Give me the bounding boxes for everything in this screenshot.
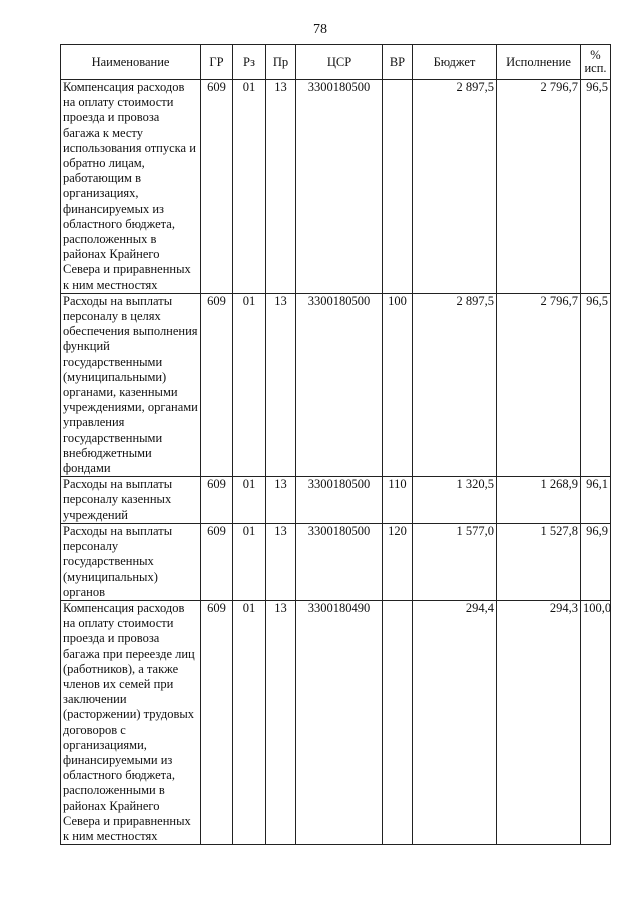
header-rz: Рз xyxy=(233,45,266,80)
row-csr: 3300180500 xyxy=(296,477,383,524)
page-number: 78 xyxy=(313,22,327,37)
row-gr: 609 xyxy=(201,523,233,600)
header-execution: Исполнение xyxy=(497,45,581,80)
row-execution: 1 268,9 xyxy=(497,477,581,524)
row-execution: 2 796,7 xyxy=(497,80,581,294)
row-budget: 2 897,5 xyxy=(413,80,497,294)
row-execution: 294,3 xyxy=(497,600,581,844)
row-gr: 609 xyxy=(201,600,233,844)
row-rz: 01 xyxy=(233,600,266,844)
row-name: Компенсация расходов на оплату стоимости проезда и провоза багажа к месту использования отпуска и обратно лицам, работающим в организациях, финансируемых из областного бюджета, расположенных в районах Крайнего Севера и приравненных к ним местностях xyxy=(61,80,201,294)
row-csr: 3300180500 xyxy=(296,293,383,476)
table-header-row xyxy=(61,45,611,80)
row-gr: 609 xyxy=(201,80,233,294)
row-budget: 1 577,0 xyxy=(413,523,497,600)
table-row xyxy=(61,80,611,294)
row-pr: 13 xyxy=(266,523,296,600)
header-csr: ЦСР xyxy=(296,45,383,80)
row-pr: 13 xyxy=(266,80,296,294)
table-row xyxy=(61,293,611,476)
row-rz: 01 xyxy=(233,293,266,476)
row-execution: 1 527,8 xyxy=(497,523,581,600)
table-row xyxy=(61,523,611,600)
header-vr: ВР xyxy=(383,45,413,80)
row-name: Компенсация расходов на оплату стоимости проезда и провоза багажа при переезде лиц (работников), а также членов их семей при заключении (расторжении) трудовых договоров с организациями, финансируемыми из областного бюджета, расположенными в районах Крайнего Севера и приравненных к ним местностях xyxy=(61,600,201,844)
row-name: Расходы на выплаты персоналу государственных (муниципальных) органов xyxy=(61,523,201,600)
header-name: Наименование xyxy=(61,45,201,80)
row-gr: 609 xyxy=(201,477,233,524)
row-pr: 13 xyxy=(266,477,296,524)
table-row xyxy=(61,477,611,524)
row-name: Расходы на выплаты персоналу казенных учреждений xyxy=(61,477,201,524)
row-budget: 2 897,5 xyxy=(413,293,497,476)
header-gr: ГР xyxy=(201,45,233,80)
row-percent: 96,5 xyxy=(581,80,611,294)
row-pr: 13 xyxy=(266,600,296,844)
row-csr: 3300180500 xyxy=(296,80,383,294)
row-vr: 100 xyxy=(383,293,413,476)
row-csr: 3300180490 xyxy=(296,600,383,844)
row-vr xyxy=(383,600,413,844)
row-rz: 01 xyxy=(233,523,266,600)
row-csr: 3300180500 xyxy=(296,523,383,600)
row-vr: 120 xyxy=(383,523,413,600)
row-percent: 96,5 xyxy=(581,293,611,476)
row-execution: 2 796,7 xyxy=(497,293,581,476)
row-percent: 96,9 xyxy=(581,523,611,600)
table-row xyxy=(61,600,611,844)
row-rz: 01 xyxy=(233,80,266,294)
row-budget: 1 320,5 xyxy=(413,477,497,524)
header-pr: Пр xyxy=(266,45,296,80)
row-percent: 100,0 xyxy=(581,600,611,844)
row-vr: 110 xyxy=(383,477,413,524)
header-percent: % исп. xyxy=(581,45,611,80)
row-gr: 609 xyxy=(201,293,233,476)
row-budget: 294,4 xyxy=(413,600,497,844)
row-vr xyxy=(383,80,413,294)
row-name: Расходы на выплаты персоналу в целях обеспечения выполнения функций государственными (муниципальными) органами, казенными учреждениями, органами управления государственными внебюджетными фондами xyxy=(61,293,201,476)
header-budget: Бюджет xyxy=(413,45,497,80)
row-rz: 01 xyxy=(233,477,266,524)
row-pr: 13 xyxy=(266,293,296,476)
budget-execution-table xyxy=(60,44,611,845)
row-percent: 96,1 xyxy=(581,477,611,524)
